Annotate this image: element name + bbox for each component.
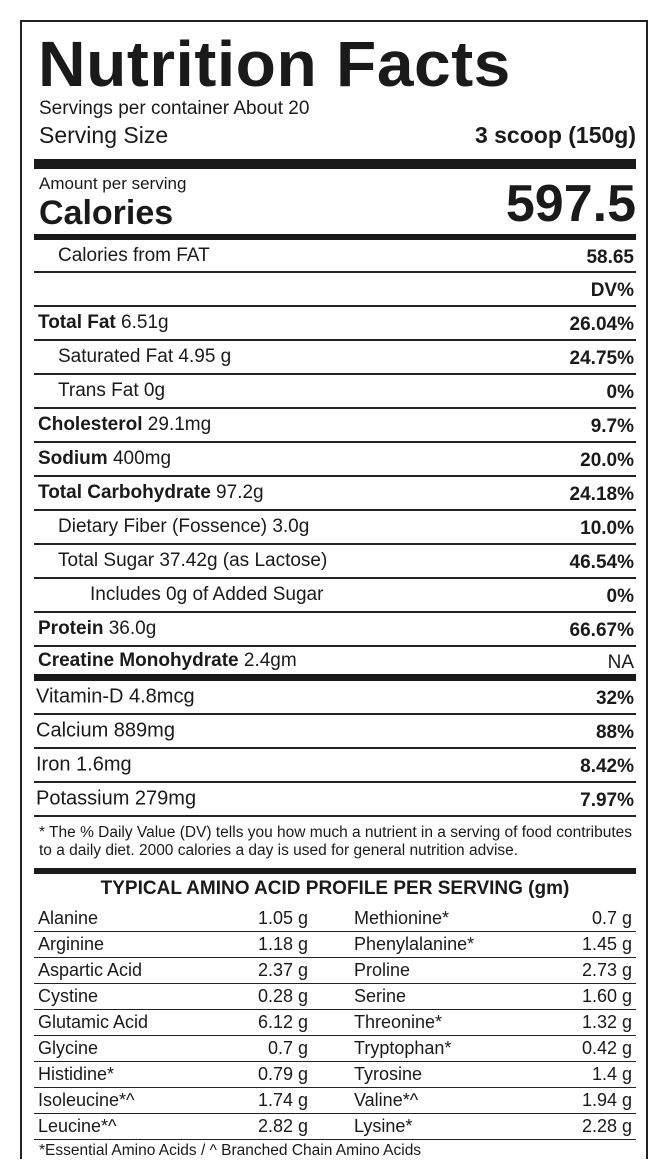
nutrient-row (34, 409, 636, 443)
amino-name: Phenylalanine* (354, 934, 475, 954)
amino-value: 1.4 g (591, 1064, 632, 1084)
amino-name: Cystine (38, 986, 99, 1006)
amino-name: Alanine (38, 908, 99, 928)
amino-value: 0.42 g (581, 1038, 632, 1058)
nutrient-dv: 20.0% (580, 450, 634, 472)
nutrient-dv: 66.67% (569, 620, 634, 642)
nutrient-row (34, 613, 636, 647)
nutrient-name (38, 414, 211, 436)
daily-value-footnote: * The % Daily Value (DV) tells you how much a nutrient in a serving of food contributes to a daily diet. 2000 calories a day is used for general nutrition advise. (39, 824, 633, 859)
nutrient-name (58, 380, 165, 402)
nutrient-amount: Potassium 279mg (36, 787, 197, 810)
nutrient-dv: 10.0% (580, 518, 634, 540)
nutrient-name (58, 346, 231, 368)
amino-value: 1.60 g (581, 986, 632, 1006)
amino-name: Threonine* (354, 1012, 443, 1032)
amino-name: Leucine*^ (38, 1116, 117, 1136)
nutrient-row (34, 579, 636, 613)
nutrient-name (36, 720, 175, 743)
amino-name: Lysine* (354, 1116, 413, 1136)
amino-name: Proline (354, 960, 411, 980)
nutrient-name (36, 754, 132, 777)
amino-value: 2.82 g (257, 1116, 308, 1136)
nutrient-amount: Vitamin-D 4.8mcg (36, 685, 195, 708)
nutrient-row (34, 681, 636, 715)
nutrient-dv: 88% (595, 722, 634, 744)
nutrient-name-bold: Protein (38, 618, 104, 639)
nutrient-amount: Includes 0g of Added Sugar (90, 584, 324, 605)
nutrient-name-bold: Cholesterol (38, 414, 143, 435)
nutrient-amount: 36.0g (103, 618, 157, 639)
nutrient-amount: Trans Fat 0g (58, 380, 166, 401)
label-title: Nutrition Facts (38, 28, 511, 100)
amino-name: Histidine* (38, 1064, 115, 1084)
calories-label: Calories (39, 194, 174, 232)
nutrient-name (38, 448, 171, 470)
amino-title: TYPICAL AMINO ACID PROFILE PER SERVING (gm) (100, 878, 570, 899)
nutrient-amount: 6.51g (115, 312, 169, 333)
amino-value: 1.32 g (581, 1012, 632, 1032)
nutrient-row (34, 783, 636, 817)
amino-value: 1.94 g (581, 1090, 632, 1110)
amino-row (34, 1062, 636, 1088)
nutrient-row (34, 647, 636, 681)
nutrient-name (36, 788, 196, 811)
amino-value: 6.12 g (257, 1012, 308, 1032)
serving-size-value: 3 scoop (150g) (474, 122, 636, 148)
nutrient-name (36, 686, 195, 709)
label-inner (34, 22, 636, 1159)
amino-name: Tryptophan* (354, 1038, 452, 1058)
nutrient-dv: 9.7% (590, 416, 634, 438)
amino-value: 0.7 g (267, 1038, 308, 1058)
nutrient-name-bold: Total Carbohydrate (38, 482, 211, 503)
amino-row (34, 1036, 636, 1062)
serving-size-row (39, 122, 636, 152)
nutrient-dv: 46.54% (569, 552, 634, 574)
amino-footnote: *Essential Amino Acids / ^ Branched Chain Amino Acids (39, 1142, 422, 1159)
nutrient-dv: 0% (606, 382, 634, 404)
amino-value: 0.7 g (591, 908, 632, 928)
nutrient-amount: 2.4gm (238, 649, 297, 671)
amino-value: 2.28 g (581, 1116, 632, 1136)
nutrient-row (34, 341, 636, 375)
nutrient-name (90, 584, 323, 606)
amino-name: Arginine (38, 934, 105, 954)
nutrient-amount: Dietary Fiber (Fossence) 3.0g (58, 516, 310, 537)
amino-value: 0.79 g (257, 1064, 308, 1084)
nutrient-dv: 32% (595, 688, 634, 710)
nutrient-row (34, 749, 636, 783)
nutrient-amount: 400mg (107, 448, 172, 469)
nutrient-dv: 7.97% (580, 790, 634, 812)
nutrient-dv: 8.42% (580, 756, 634, 778)
amino-row (34, 932, 636, 958)
nutrient-row (34, 443, 636, 477)
nutrient-dv: 26.04% (569, 314, 634, 336)
nutrient-dv: 24.75% (569, 348, 634, 370)
nutrition-label (20, 20, 648, 1159)
nutrient-name-bold: Total Fat (38, 312, 116, 333)
amino-row (34, 984, 636, 1010)
nutrient-name (58, 550, 327, 572)
nutrient-dv: NA (607, 651, 634, 673)
amino-value: 1.74 g (257, 1090, 308, 1110)
nutrient-row (34, 511, 636, 545)
nutrient-dv: 0% (606, 586, 634, 608)
nutrient-name (58, 245, 210, 267)
nutrient-name-bold: Sodium (38, 448, 108, 469)
calories-value: 597.5 (505, 175, 636, 233)
nutrient-row (34, 273, 636, 307)
amino-value: 1.18 g (257, 934, 308, 954)
amino-row (34, 906, 636, 932)
nutrient-amount: 29.1mg (142, 414, 212, 435)
nutrient-amount: Calcium 889mg (36, 719, 175, 742)
amino-name: Aspartic Acid (38, 960, 143, 980)
nutrient-name-bold: Creatine Monohydrate (38, 649, 239, 671)
nutrient-row (34, 375, 636, 409)
amino-divider (34, 868, 636, 874)
amino-name: Glycine (38, 1038, 99, 1058)
nutrient-row (34, 307, 636, 341)
amino-value: 1.45 g (581, 934, 632, 954)
nutrient-dv: DV% (590, 280, 634, 302)
nutrient-name (38, 312, 169, 334)
amino-row (34, 1114, 636, 1140)
amino-name: Methionine* (354, 908, 450, 928)
nutrient-row (34, 545, 636, 579)
amino-name: Serine (354, 986, 407, 1006)
nutrient-name (38, 482, 264, 504)
amino-value: 0.28 g (257, 986, 308, 1006)
amino-row (34, 1088, 636, 1114)
amino-name: Glutamic Acid (38, 1012, 149, 1032)
amino-value: 2.37 g (257, 960, 308, 980)
nutrient-dv: 58.65 (586, 246, 634, 268)
nutrient-amount: Saturated Fat 4.95 g (58, 346, 232, 367)
amino-value: 1.05 g (257, 908, 308, 928)
amino-name: Tyrosine (354, 1064, 423, 1084)
amino-name: Isoleucine*^ (38, 1090, 135, 1110)
servings-per-container: Servings per container About 20 (39, 98, 310, 119)
nutrient-dv: 24.18% (569, 484, 634, 506)
amino-name: Valine*^ (354, 1090, 419, 1110)
nutrient-name (38, 650, 297, 672)
thick-divider (34, 159, 636, 169)
amount-per-serving: Amount per serving (39, 174, 187, 193)
nutrient-amount: Calories from FAT (58, 244, 210, 266)
amino-row (34, 1010, 636, 1036)
nutrient-name (58, 516, 309, 538)
amino-value: 2.73 g (581, 960, 632, 980)
nutrient-amount: Total Sugar 37.42g (as Lactose) (58, 550, 328, 571)
serving-size-label: Serving Size (39, 122, 169, 148)
amino-row (34, 958, 636, 984)
nutrient-amount: Iron 1.6mg (36, 753, 132, 776)
nutrient-amount: 97.2g (210, 482, 264, 503)
nutrient-row (34, 715, 636, 749)
nutrient-name (38, 618, 156, 640)
nutrient-row (34, 240, 636, 273)
nutrient-row (34, 477, 636, 511)
